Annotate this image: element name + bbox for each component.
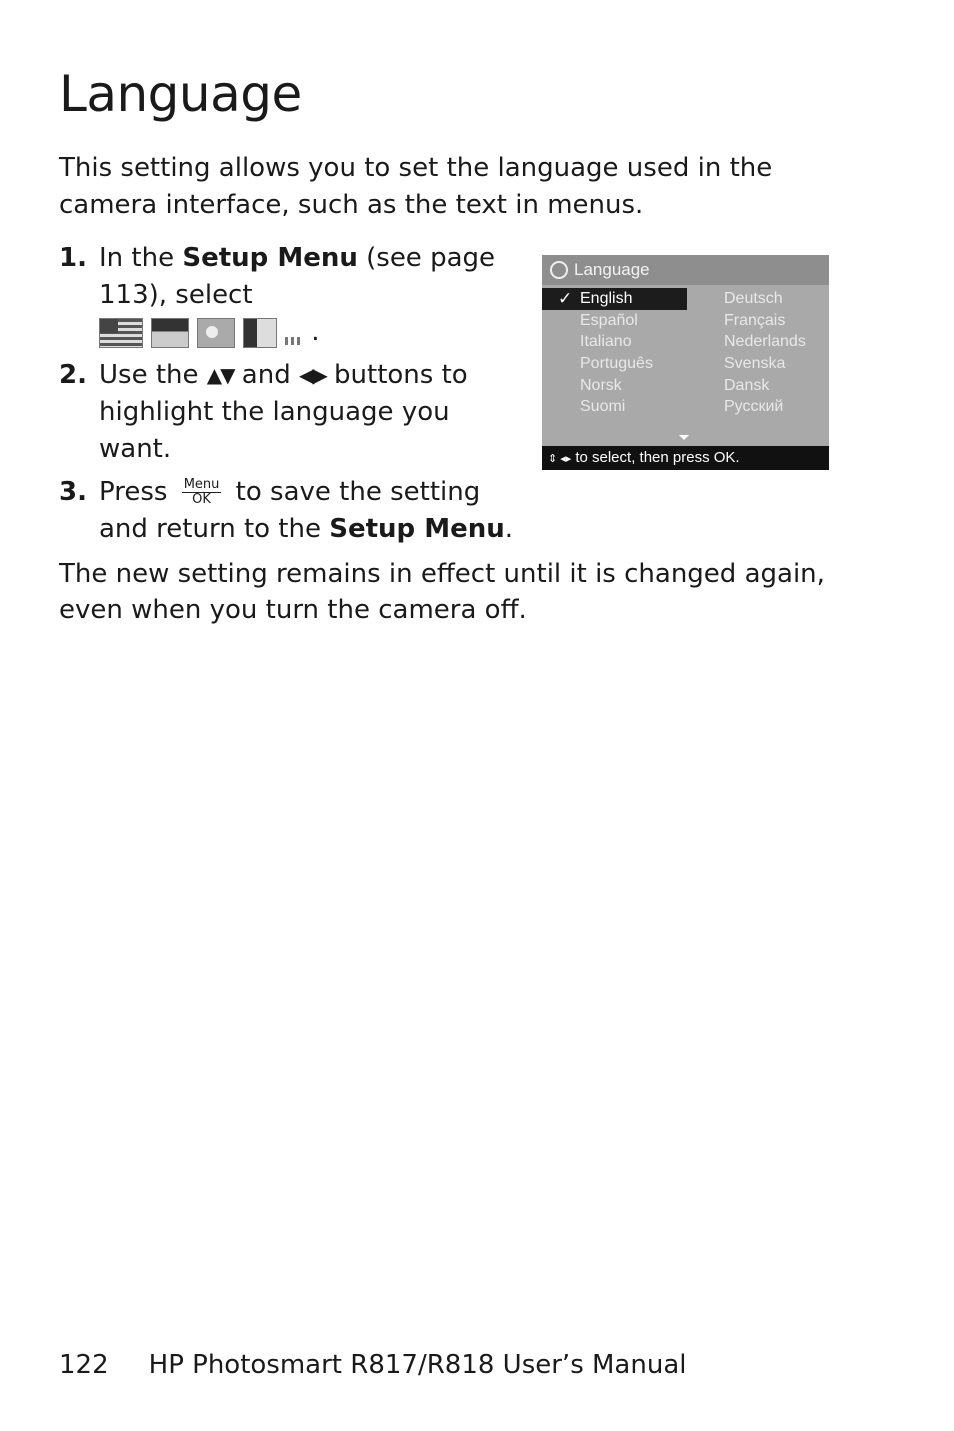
- language-option-suomi[interactable]: [542, 396, 687, 418]
- steps-list: [59, 240, 519, 548]
- step-text: Use the: [99, 360, 207, 390]
- step-end: .: [311, 317, 320, 347]
- language-option-deutsch[interactable]: [724, 288, 806, 310]
- outro-paragraph: The new setting remains in effect until it is changed again, even when you turn the camera off.: [59, 559, 825, 625]
- step-number: 3.: [59, 477, 87, 507]
- scroll-down-icon: [679, 435, 689, 440]
- language-label: Dansk: [724, 376, 770, 394]
- language-column-right: [724, 288, 806, 418]
- flag-icon: [99, 318, 143, 348]
- step-2: [59, 357, 519, 468]
- language-label: Nederlands: [724, 333, 806, 351]
- menu-ok-button-icon: [182, 478, 222, 507]
- language-option-svenska[interactable]: [724, 353, 806, 375]
- language-label: Suomi: [580, 398, 626, 416]
- step-number: 1.: [59, 243, 87, 273]
- step-end: .: [504, 514, 514, 544]
- globe-icon: [550, 261, 568, 279]
- nav-arrows-icon: ⇕ ◂▸: [548, 453, 572, 465]
- dots-icon: [285, 337, 303, 345]
- step-text: Press: [99, 477, 176, 507]
- manual-title: HP Photosmart R817/R818 User’s Manual: [148, 1350, 687, 1380]
- language-column-left: [542, 288, 687, 418]
- screen-title: Language: [574, 260, 650, 279]
- footer-hint: to select, then press OK.: [575, 449, 740, 466]
- language-label: Svenska: [724, 355, 786, 373]
- step-3: [59, 474, 519, 548]
- language-icon-group: [99, 318, 303, 348]
- step-text: buttons to highlight the language you want.: [99, 360, 468, 464]
- check-icon: ✓: [558, 289, 573, 308]
- step-number: 2.: [59, 360, 87, 390]
- step-text: In the: [99, 243, 183, 273]
- language-option-espanol[interactable]: [542, 310, 687, 332]
- setup-menu-label: Setup Menu: [182, 243, 358, 273]
- screen-footer: [542, 446, 829, 470]
- screen-header: [542, 255, 829, 285]
- language-option-nederlands[interactable]: [724, 331, 806, 353]
- language-label: Português: [580, 355, 653, 373]
- left-right-arrows-icon: ◀▶: [299, 363, 326, 387]
- half-contrast-icon: [243, 318, 277, 348]
- photo-icon: [197, 318, 235, 348]
- language-option-francais[interactable]: [724, 310, 806, 332]
- menu-label: Menu: [183, 477, 220, 492]
- step-text: (see page 113), select: [99, 243, 496, 310]
- language-option-italiano[interactable]: [542, 331, 687, 353]
- language-label: Русский: [724, 398, 784, 416]
- language-option-portugues[interactable]: [542, 353, 687, 375]
- language-option-dansk[interactable]: [724, 375, 806, 397]
- camera-language-screen: [542, 255, 829, 470]
- ok-label: OK: [192, 492, 211, 507]
- language-option-english[interactable]: [542, 288, 687, 310]
- up-down-arrows-icon: ▲▼: [206, 363, 234, 387]
- page-footer: [59, 1350, 686, 1380]
- language-label: Français: [724, 311, 786, 329]
- intro-paragraph: This setting allows you to set the language used in the camera interface, such as the text in menus.: [59, 153, 773, 220]
- language-label: Español: [580, 311, 638, 329]
- step-1: [59, 240, 519, 351]
- step-text: and: [233, 360, 299, 390]
- language-label: Italiano: [580, 333, 632, 351]
- dark-image-icon: [151, 318, 189, 348]
- language-label: Norsk: [580, 376, 622, 394]
- step-text: to save the setting and return to the: [99, 477, 481, 544]
- language-option-norsk[interactable]: [542, 375, 687, 397]
- language-label: English: [580, 290, 633, 307]
- page-number: 122: [59, 1350, 109, 1380]
- setup-menu-label: Setup Menu: [329, 514, 505, 544]
- language-option-russian[interactable]: [724, 396, 806, 418]
- language-label: Deutsch: [724, 290, 783, 307]
- page-title: Language: [59, 65, 302, 123]
